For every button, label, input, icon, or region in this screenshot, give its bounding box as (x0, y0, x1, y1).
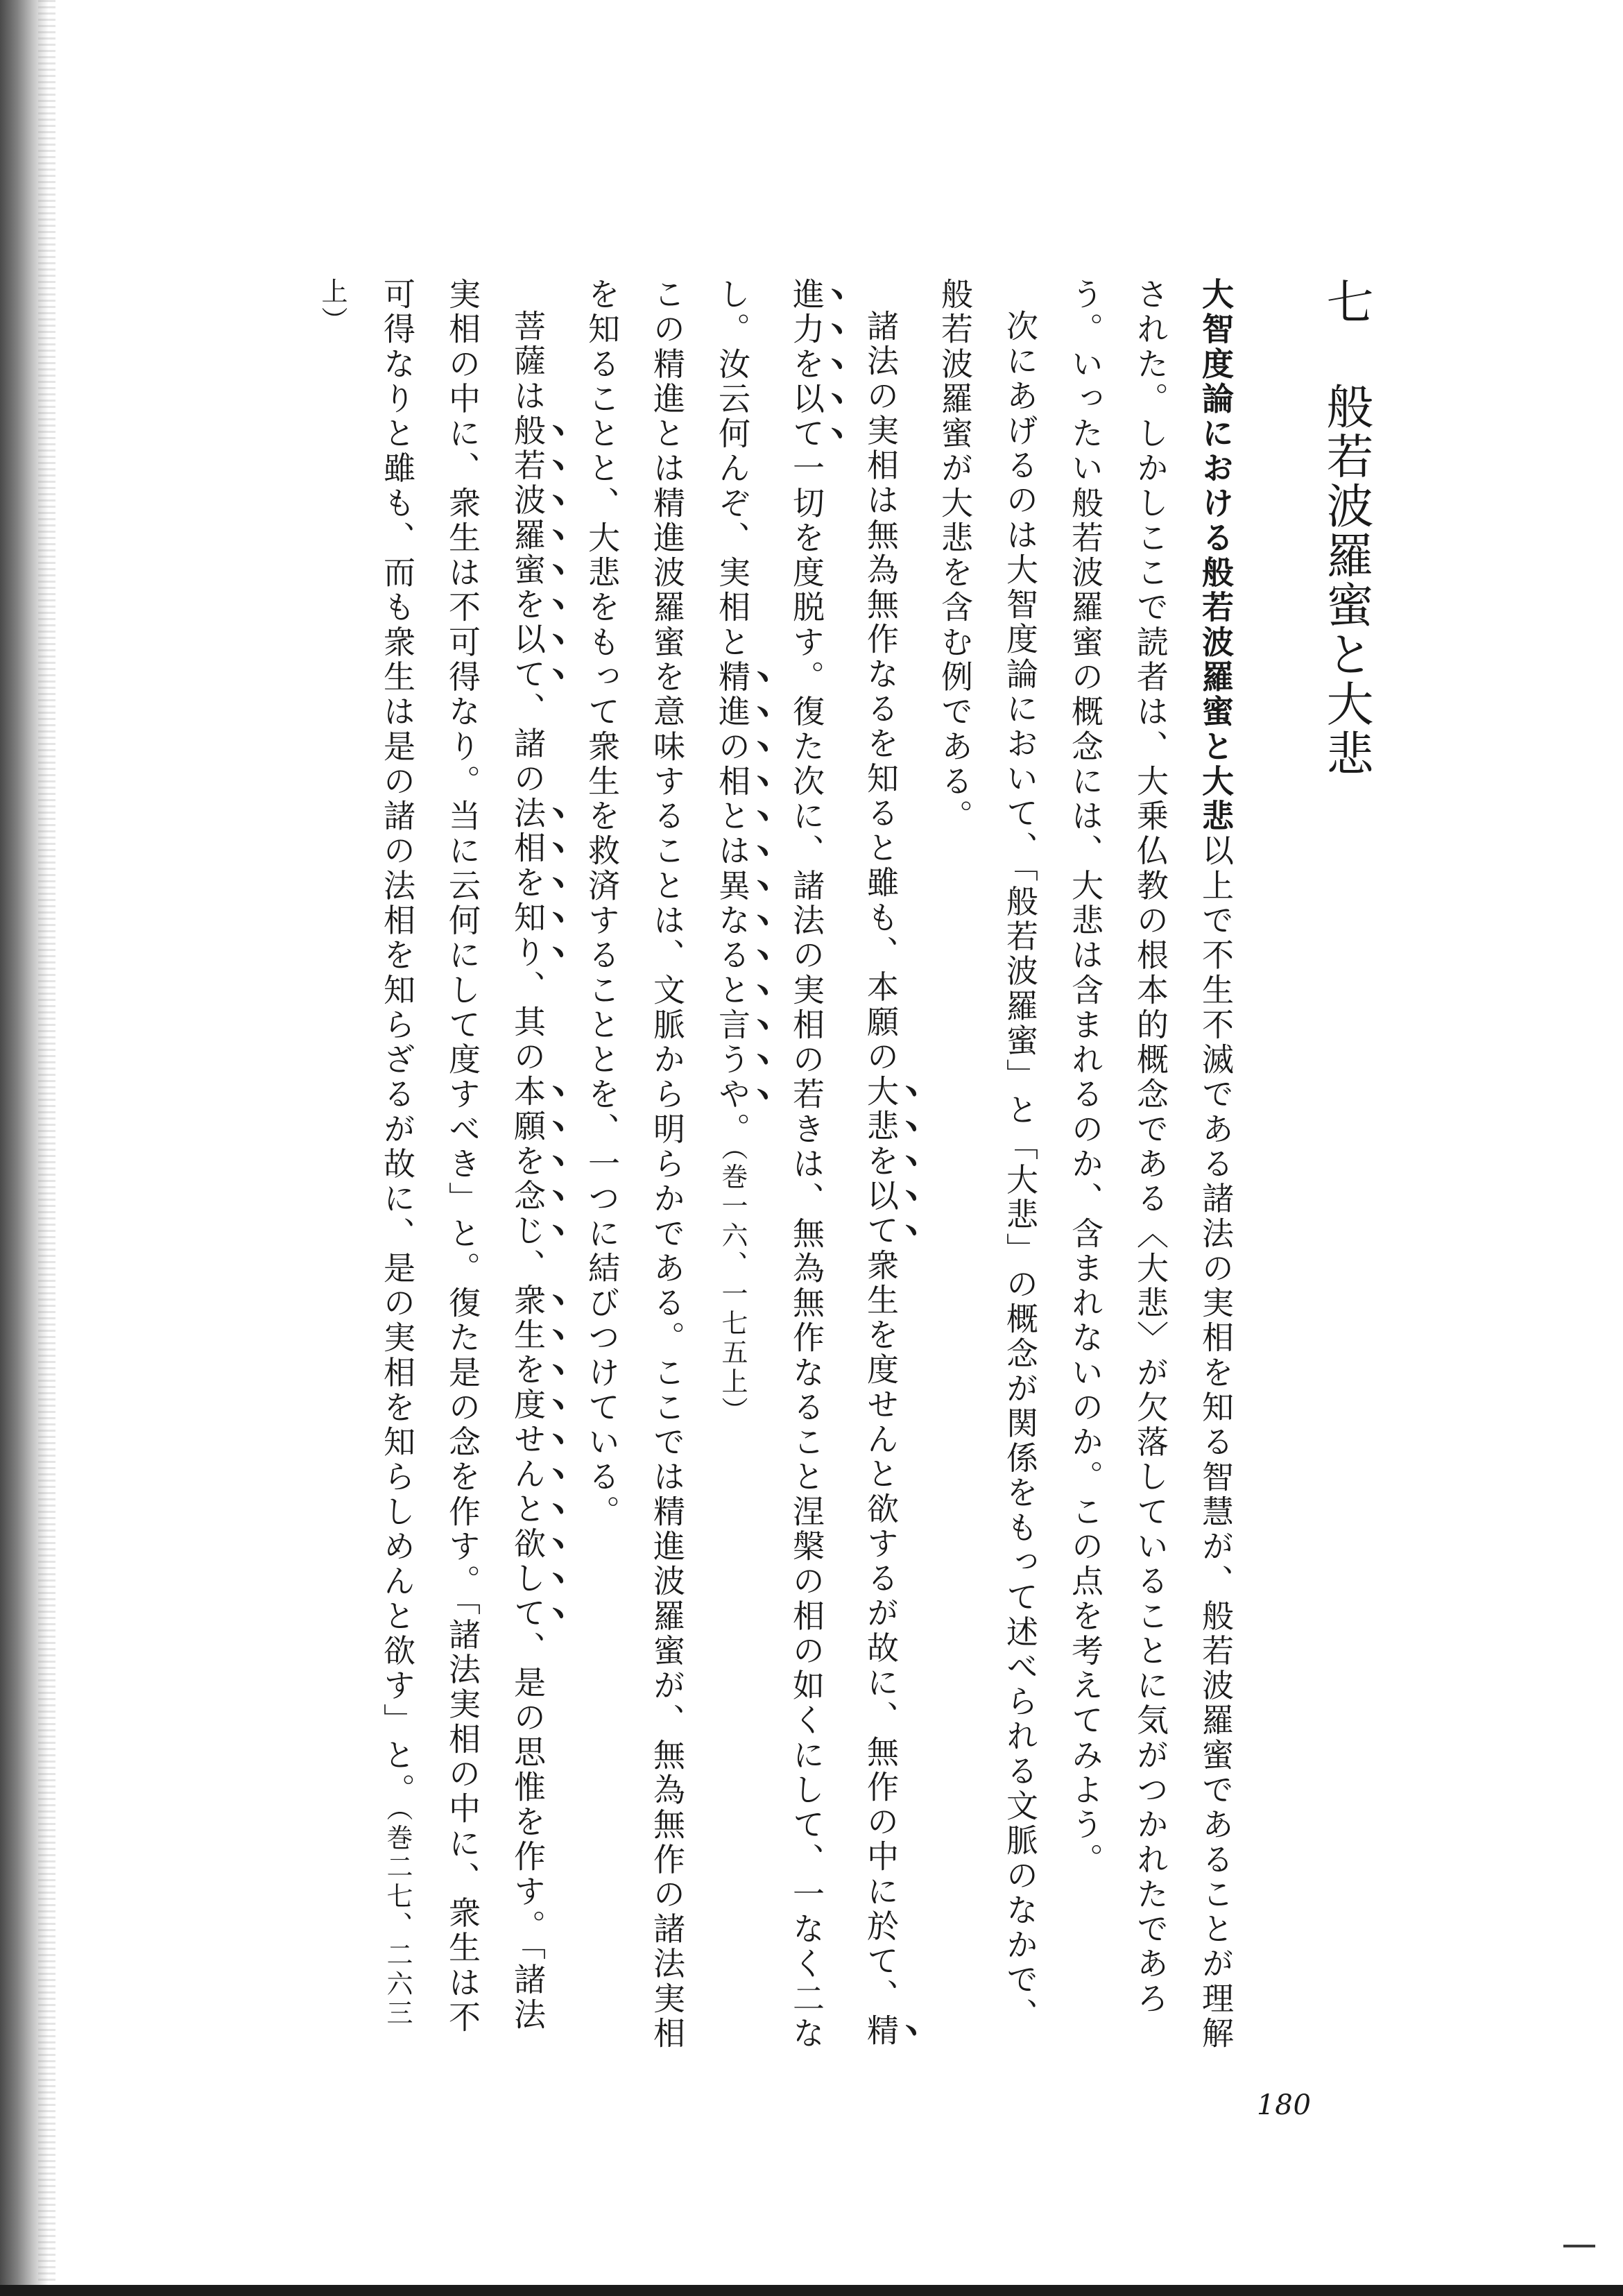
bottom-scan-border (0, 2285, 1623, 2296)
quote-1-part-a: 諸法の実相は無為無作なるを知ると雖も、本願の (862, 309, 900, 1075)
body-text (250, 277, 1248, 2053)
run-in-heading: 大智度論における般若波羅蜜と大悲 (1197, 277, 1235, 834)
quote-2 (300, 277, 569, 2053)
quote-1-part-e: 一切を度脱す。復た次に、諸法の実相の若きは、無為無作なること涅槃の相の如くにして、一なく二なし。汝云何んぞ、実相と (714, 277, 825, 2052)
paragraph-2-text: 次にあげるのは大智度論において、「般若波羅蜜」と「大悲」の概念が関係をもって述べられる文脈のなかで、般若波羅蜜が大悲を含む例である。 (936, 277, 1039, 2032)
paragraph-3 (569, 277, 700, 2053)
quote-1-emphasis-1: 大悲を以て (862, 1074, 900, 1249)
quote-1-citation: （巻一六、一七五上） (717, 1147, 748, 1426)
paragraph-3-text: この精進とは精進波羅蜜を意味することは、文脈から明らかである。ここでは精進波羅蜜が、無為無作の諸法実相を知ることと、大悲をもって衆生を救済することとを、一つに結びつけている。 (583, 277, 686, 2052)
quote-1-part-g: 。 (714, 1112, 751, 1147)
quote-1 (700, 277, 922, 2053)
quote-2-part-g: 、是の思惟を作す。「諸法実相の中に、衆生は不可得なり。当に云何にして度すべき」と。復た是の念を作す。「諸法実相の中に、衆生は不可得なりと雖も、而も衆生は是の諸の法相を知らざるが故に、是の実相を知らしめんと欲す」と。 (379, 277, 547, 2036)
paragraph-2 (922, 277, 1053, 2053)
quote-2-emphasis-1: 般若波羅蜜を以て (509, 413, 547, 692)
paragraph-1-text: 以上で不生不滅である諸法の実相を知る智慧が、般若波羅蜜であることが理解された。しかしここで読者は、大乗仏教の根本的概念である〈大悲〉が欠落していることに気がつかれたであろう。いったい般若波羅蜜の概念には、大悲は含まれるのか、含まれないのか。この点を考えてみよう。 (1067, 277, 1235, 2052)
section-title: 般若波羅蜜と大悲 (1319, 382, 1373, 779)
quote-2-part-a: 菩薩は (509, 309, 547, 414)
quote-2-citation: （巻二七、二六三上） (317, 277, 413, 2029)
section-number: 七 (1319, 277, 1373, 327)
scan-shadow-texture (38, 0, 55, 2296)
quote-1-emphasis-2: 精進力を以て (788, 277, 900, 2049)
quote-2-part-e: 、其の (509, 970, 547, 1075)
paragraph-1 (1053, 277, 1248, 2053)
quote-1-emphasis-3: 精進の相とは異なると言うや (714, 660, 751, 1113)
page-number: 180 (1257, 2089, 1312, 2121)
quote-2-part-c: 、諸の (509, 692, 547, 796)
quote-2-emphasis-2: 法相を知り (509, 796, 547, 970)
quote-2-emphasis-3: 本願を念じ、衆生を度せんと欲して (509, 1074, 547, 1631)
quote-1-part-c: 衆生を度せんと欲するが故に、無作の中に於て、 (862, 1248, 900, 2014)
section-heading (1304, 277, 1387, 1110)
corner-mark (1563, 2245, 1595, 2247)
